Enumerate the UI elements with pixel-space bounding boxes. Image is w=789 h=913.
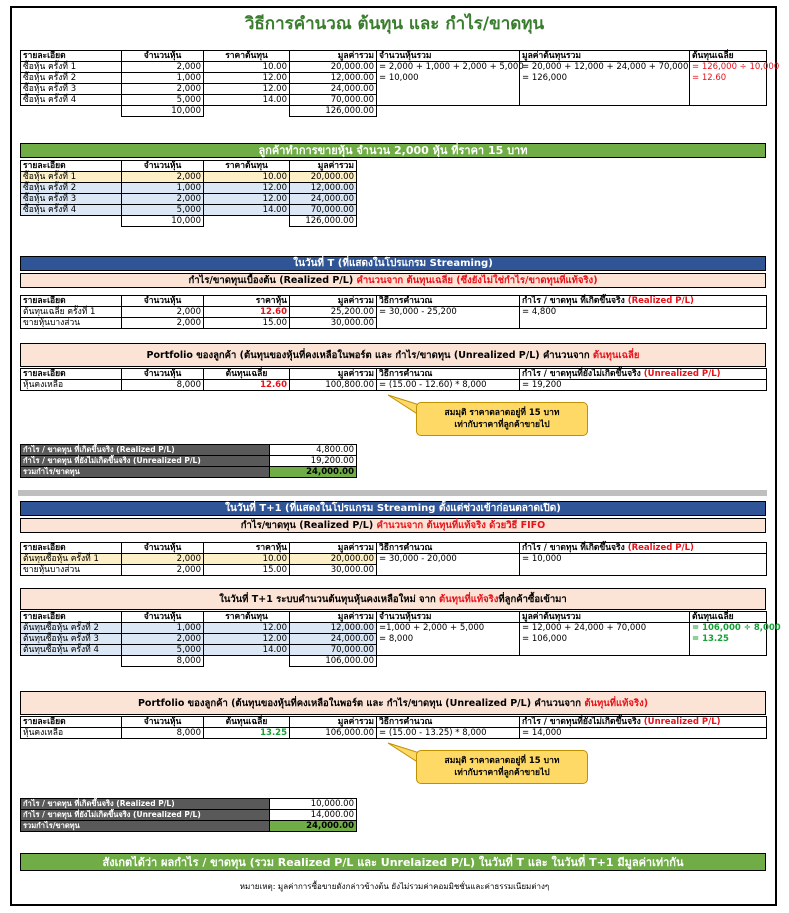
col-header-shares: จำนวนหุ้น [122, 369, 204, 380]
callout-line-2: เท่ากับราคาที่ลูกค้าขายไป [454, 768, 550, 778]
summary-row-total [21, 467, 357, 478]
table-row [21, 634, 767, 645]
col-header-calc-method: วิธีการคำนวณ [377, 543, 520, 554]
row-shares: 5,000 [122, 205, 204, 216]
col-header-detail: รายละเอียด [21, 612, 122, 623]
row-total: 24,000.00 [290, 194, 357, 205]
table-row [21, 554, 767, 565]
col-header-realized: กำไร / ขาดทุน ที่เกิดขึ้นจริง (Realized P/L) [520, 543, 767, 554]
row-total: 12,000.00 [290, 183, 357, 194]
row-label: หุ้นคงเหลือ [21, 728, 122, 739]
row-result: = 4,800 [520, 307, 767, 318]
day-t-realized-title-text: กำไร/ขาดทุนเบื้องต้น (Realized P/L) [188, 275, 357, 286]
col-header-cost-price: ราคาต้นทุน [204, 161, 290, 172]
row-price: 12.00 [204, 183, 290, 194]
calc-shares-line-2: = 10,000 [377, 73, 520, 84]
col-header-total-value: มูลค่ารวม [290, 612, 377, 623]
table-row [21, 73, 767, 84]
col-header-detail: รายละเอียด [21, 369, 122, 380]
row-total: 106,000.00 [290, 728, 377, 739]
row-total: 30,000.00 [290, 565, 377, 576]
col-header-detail: รายละเอียด [21, 717, 122, 728]
col-header-detail: รายละเอียด [21, 543, 122, 554]
row-total: 70,000.00 [290, 645, 377, 656]
row-price: 15.00 [204, 565, 290, 576]
day-t1-portfolio-title-text: Portfolio ของลูกค้า (ต้นทุนของหุ้นที่คงเหลือในพอร์ต และ กำไร/ขาดทุน (Unrealized P/L) คำนวนจาก [137, 698, 585, 709]
table-header-row [21, 543, 767, 554]
row-total: 20,000.00 [290, 172, 357, 183]
purchases-shaded-table [20, 160, 357, 227]
calc-avg-line-2: = 13.25 [690, 634, 767, 645]
col-header-total-value: มูลค่ารวม [290, 543, 377, 554]
row-total: 70,000.00 [290, 95, 377, 106]
row-shares: 1,000 [122, 73, 204, 84]
summary-total-label: รวมกำไร/ขาดทุน [21, 821, 270, 832]
day-t1-portfolio-title-highlight: ต้นทุนที่แท้จริง) [584, 698, 649, 709]
col-header-cost-price: ราคาต้นทุน [204, 51, 290, 62]
row-label: ขายหุ้นบางส่วน [21, 318, 122, 329]
row-price: 12.00 [204, 194, 290, 205]
col-header-unrealized: กำไร / ขาดทุนที่ยังไม่เกิดขึ้นจริง (Unrealized P/L) [520, 369, 767, 380]
day-t1-recalc-title-highlight: ต้นทุนที่แท้จริง [439, 594, 499, 605]
table-row [21, 62, 767, 73]
summary-label: กำไร / ขาดทุน ที่เกิดขึ้นจริง (Realized P/L) [21, 445, 270, 456]
day-t1-realized-title [20, 518, 766, 533]
table-header-row [21, 369, 767, 380]
day-t1-realized-title-text: กำไร/ขาดทุน (Realized P/L) [240, 520, 377, 531]
summary-row-realized [21, 799, 357, 810]
row-price: 14.00 [204, 645, 290, 656]
col-header-detail: รายละเอียด [21, 51, 122, 62]
row-label: ซื้อหุ้น ครั้งที่ 1 [21, 62, 122, 73]
day-t1-portfolio-table [20, 716, 767, 739]
table-header-row [21, 161, 357, 172]
col-header-shares: จำนวนหุ้น [122, 161, 204, 172]
row-total: 30,000.00 [290, 318, 377, 329]
day-t-portfolio-title-highlight: ต้นทุนเฉลี่ย [592, 350, 640, 361]
col-header-total-value: มูลค่ารวม [290, 161, 357, 172]
day-t-realized-title-highlight: คำนวนจาก ต้นทุนเฉลี่ย (ซึ่งยังไม่ใช่กำไร/ขาดทุนที่แท้จริง) [356, 275, 598, 286]
table-row [21, 205, 357, 216]
summary-row-unrealized [21, 456, 357, 467]
calc-cost-line-2: = 106,000 [520, 634, 690, 645]
row-shares: 2,000 [122, 172, 204, 183]
row-price: 12.00 [204, 84, 290, 95]
day-t1-portfolio-title [20, 691, 766, 715]
row-label: ต้นทุนซื้อหุ้น ครั้งที่ 3 [21, 634, 122, 645]
day-t-realized-table [20, 295, 767, 329]
table-row [21, 623, 767, 634]
row-price: 10.00 [204, 554, 290, 565]
day-t-realized-title [20, 273, 766, 288]
day-t1-summary-table [20, 798, 357, 832]
summary-total-value: 24,000.00 [270, 467, 357, 478]
row-total: 25,200.00 [290, 307, 377, 318]
col-header-avg-cost: ต้นทุนเฉลี่ย [204, 717, 290, 728]
row-label: ซื้อหุ้น ครั้งที่ 3 [21, 84, 122, 95]
row-price: 12.00 [204, 73, 290, 84]
row-calc: = 30,000 - 25,200 [377, 307, 520, 318]
row-result: = 19,200 [520, 380, 767, 391]
calc-cost-line-2: = 126,000 [520, 73, 690, 84]
table-header-row [21, 51, 767, 62]
row-label: ซื้อหุ้น ครั้งที่ 3 [21, 194, 122, 205]
col-header-shares: จำนวนหุ้น [122, 543, 204, 554]
summary-value: 10,000.00 [270, 799, 357, 810]
row-price: 10.00 [204, 62, 290, 73]
conclusion-banner: สังเกตได้ว่า ผลกำไร / ขาดทุน (รวม Realized P/L และ Unrelaized P/L) ในวันที่ T และ ในวันที่ T+1 มีมูลค่าเท่ากัน [20, 853, 766, 871]
row-total: 24,000.00 [290, 634, 377, 645]
row-price: 14.00 [204, 95, 290, 106]
col-header-total-value: มูลค่ารวม [290, 717, 377, 728]
row-label: ซื้อหุ้น ครั้งที่ 2 [21, 73, 122, 84]
calc-cost-line-1: = 12,000 + 24,000 + 70,000 [520, 623, 690, 634]
total-value: 126,000.00 [290, 106, 377, 117]
col-header-unrealized: กำไร / ขาดทุนที่ยังไม่เกิดขึ้นจริง (Unrealized P/L) [520, 717, 767, 728]
row-shares: 2,000 [122, 554, 204, 565]
row-shares: 8,000 [122, 380, 204, 391]
table-header-row [21, 612, 767, 623]
total-shares: 8,000 [122, 656, 204, 667]
table-row [21, 380, 767, 391]
table-total-row [21, 656, 767, 667]
total-value: 126,000.00 [290, 216, 357, 227]
table-row [21, 183, 357, 194]
row-label: ต้นทุนซื้อหุ้น ครั้งที่ 4 [21, 645, 122, 656]
table-row [21, 565, 767, 576]
col-header-shares: จำนวนหุ้น [122, 717, 204, 728]
day-t-banner: ในวันที่ T (ที่แสดงในโปรแกรม Streaming) [20, 256, 766, 271]
col-header-total-value: มูลค่ารวม [290, 369, 377, 380]
row-label: ซื้อหุ้น ครั้งที่ 4 [21, 205, 122, 216]
table-row [21, 84, 767, 95]
table-row [21, 318, 767, 329]
row-avg-cost: 13.25 [204, 728, 290, 739]
col-header-shares: จำนวนหุ้น [122, 612, 204, 623]
day-t1-banner: ในวันที่ T+1 (ที่แสดงในโปรแกรม Streaming ตั้งแต่ช่วงเข้าก่อนตลาดเปิด) [20, 501, 766, 516]
row-calc: = (15.00 - 12.60) * 8,000 [377, 380, 520, 391]
col-header-cost-price: ราคาต้นทุน [204, 612, 290, 623]
callout-line-2: เท่ากับราคาที่ลูกค้าขายไป [454, 420, 550, 430]
purchases-table [20, 50, 780, 117]
table-row [21, 728, 767, 739]
table-row [21, 172, 357, 183]
row-avg-cost: 12.60 [204, 380, 290, 391]
col-header-avg-cost: ต้นทุนเฉลี่ย [690, 51, 767, 62]
calc-cost-line-1: = 20,000 + 12,000 + 24,000 + 70,000 [520, 62, 690, 73]
col-header-avg-cost: ต้นทุนเฉลี่ย [204, 369, 290, 380]
col-header-price: ราคาหุ้น [204, 296, 290, 307]
col-header-total-value: มูลค่ารวม [290, 51, 377, 62]
table-header-row [21, 296, 767, 307]
summary-value: 19,200.00 [270, 456, 357, 467]
row-total: 12,000.00 [290, 73, 377, 84]
col-header-shares: จำนวนหุ้น [122, 296, 204, 307]
calc-avg-line-1: = 126,000 ÷ 10,000 [690, 62, 767, 73]
total-shares: 10,000 [122, 216, 204, 227]
row-label: ต้นทุนซื้อหุ้น ครั้งที่ 2 [21, 623, 122, 634]
col-header-total-value: มูลค่ารวม [290, 296, 377, 307]
row-label: ขายหุ้นบางส่วน [21, 565, 122, 576]
row-shares: 2,000 [122, 62, 204, 73]
row-result: = 10,000 [520, 554, 767, 565]
summary-row-unrealized [21, 810, 357, 821]
row-total: 20,000.00 [290, 554, 377, 565]
summary-label: กำไร / ขาดทุน ที่เกิดขึ้นจริง (Realized P/L) [21, 799, 270, 810]
row-price: 10.00 [204, 172, 290, 183]
row-label: ต้นทุนเฉลี่ย ครั้งที่ 1 [21, 307, 122, 318]
day-t1-recalc-title-text: ในวันที่ T+1 ระบบคำนวนต้นทุนหุ้นคงเหลือใหม่ จาก [219, 594, 440, 605]
row-price: 12.00 [204, 623, 290, 634]
col-header-total-shares: จำนวนหุ้นรวม [377, 51, 520, 62]
col-header-price: ราคาหุ้น [204, 543, 290, 554]
summary-value: 14,000.00 [270, 810, 357, 821]
day-t1-recalc-title-tail: ที่ลูกค้าซื้อเข้ามา [498, 594, 567, 605]
col-header-total-cost-value: มูลค่าต้นทุนรวม [520, 51, 690, 62]
calc-avg-line-2: = 12.60 [690, 73, 767, 84]
col-header-calc-method: วิธีการคำนวณ [377, 369, 520, 380]
table-row [21, 645, 767, 656]
row-total: 100,800.00 [290, 380, 377, 391]
row-shares: 8,000 [122, 728, 204, 739]
footnote: หมายเหตุ: มูลค่าการซื้อขายดังกล่าวข้างต้น ยังไม่รวมค่าคอมมิชชั่นและค่าธรรมเนียมต่างๆ [239, 882, 550, 891]
row-price: 15.00 [204, 318, 290, 329]
row-shares: 1,000 [122, 623, 204, 634]
day-t1-recalc-title [20, 588, 766, 610]
calc-shares-line-1: =1,000 + 2,000 + 5,000 [377, 623, 520, 634]
market-price-callout [416, 402, 588, 436]
day-t1-recalc-table [20, 611, 781, 667]
summary-row-total [21, 821, 357, 832]
summary-row-realized [21, 445, 357, 456]
calc-avg-line-1: = 106,000 ÷ 8,000 [690, 623, 767, 634]
row-shares: 2,000 [122, 194, 204, 205]
col-header-detail: รายละเอียด [21, 161, 122, 172]
row-shares: 5,000 [122, 95, 204, 106]
col-header-shares: จำนวนหุ้น [122, 51, 204, 62]
row-total: 12,000.00 [290, 623, 377, 634]
row-shares: 2,000 [122, 318, 204, 329]
row-price: 14.00 [204, 205, 290, 216]
table-row [21, 95, 767, 106]
day-t-portfolio-title-text: Portfolio ของลูกค้า (ต้นทุนของหุ้นที่คงเหลือในพอร์ต และ กำไร/ขาดทุน (Unrealized P/L) คำนวนจาก [146, 350, 593, 361]
row-label: ซื้อหุ้น ครั้งที่ 1 [21, 172, 122, 183]
row-calc: = (15.00 - 13.25) * 8,000 [377, 728, 520, 739]
calc-shares-line-1: = 2,000 + 1,000 + 2,000 + 5,000 [377, 62, 520, 73]
section-divider [18, 490, 767, 496]
col-header-total-cost-value: มูลค่าต้นทุนรวม [520, 612, 690, 623]
row-calc: = 30,000 - 20,000 [377, 554, 520, 565]
row-label: ต้นทุนซื้อหุ้น ครั้งที่ 1 [21, 554, 122, 565]
row-shares: 2,000 [122, 565, 204, 576]
total-value: 106,000.00 [290, 656, 377, 667]
page-title: วิธีการคำนวณ ต้นทุน และ กำไร/ขาดทุน [244, 14, 545, 34]
sell-banner: ลูกค้าทำการขายหุ้น จำนวน 2,000 หุ้น ที่ราคา 15 บาท [20, 143, 766, 158]
table-total-row [21, 106, 767, 117]
row-shares: 2,000 [122, 634, 204, 645]
table-row [21, 307, 767, 318]
row-total: 70,000.00 [290, 205, 357, 216]
callout-line-1: สมมุติ ราคาตลาดอยู่ที่ 15 บาท [444, 408, 560, 418]
row-shares: 5,000 [122, 645, 204, 656]
summary-label: กำไร / ขาดทุน ที่ยังไม่เกิดขึ้นจริง (Unrealized P/L) [21, 456, 270, 467]
col-header-calc-method: วิธีการคำนวณ [377, 717, 520, 728]
total-shares: 10,000 [122, 106, 204, 117]
row-label: ซื้อหุ้น ครั้งที่ 2 [21, 183, 122, 194]
col-header-avg-cost: ต้นทุนเฉลี่ย [690, 612, 767, 623]
summary-value: 4,800.00 [270, 445, 357, 456]
callout-line-1: สมมุติ ราคาตลาดอยู่ที่ 15 บาท [444, 756, 560, 766]
row-shares: 1,000 [122, 183, 204, 194]
day-t1-realized-table [20, 542, 767, 576]
summary-label: กำไร / ขาดทุน ที่ยังไม่เกิดขึ้นจริง (Unrealized P/L) [21, 810, 270, 821]
row-result: = 14,000 [520, 728, 767, 739]
col-header-realized: กำไร / ขาดทุน ที่เกิดขึ้นจริง (Realized P/L) [520, 296, 767, 307]
table-header-row [21, 717, 767, 728]
row-price: 12.60 [204, 307, 290, 318]
row-label: ซื้อหุ้น ครั้งที่ 4 [21, 95, 122, 106]
summary-total-label: รวมกำไร/ขาดทุน [21, 467, 270, 478]
calc-shares-line-2: = 8,000 [377, 634, 520, 645]
day-t-portfolio-title [20, 343, 766, 367]
col-header-detail: รายละเอียด [21, 296, 122, 307]
col-header-calc-method: วิธีการคำนวณ [377, 296, 520, 307]
day-t-portfolio-table [20, 368, 767, 391]
row-total: 20,000.00 [290, 62, 377, 73]
market-price-callout [416, 750, 588, 784]
day-t-summary-table [20, 444, 357, 478]
row-total: 24,000.00 [290, 84, 377, 95]
table-row [21, 194, 357, 205]
row-shares: 2,000 [122, 84, 204, 95]
row-price: 12.00 [204, 634, 290, 645]
row-shares: 2,000 [122, 307, 204, 318]
summary-total-value: 24,000.00 [270, 821, 357, 832]
col-header-total-shares: จำนวนหุ้นรวม [377, 612, 520, 623]
row-label: หุ้นคงเหลือ [21, 380, 122, 391]
day-t1-realized-title-highlight: คำนวนจาก ต้นทุนที่แท้จริง ด้วยวิธี FIFO [376, 520, 546, 531]
table-total-row [21, 216, 357, 227]
